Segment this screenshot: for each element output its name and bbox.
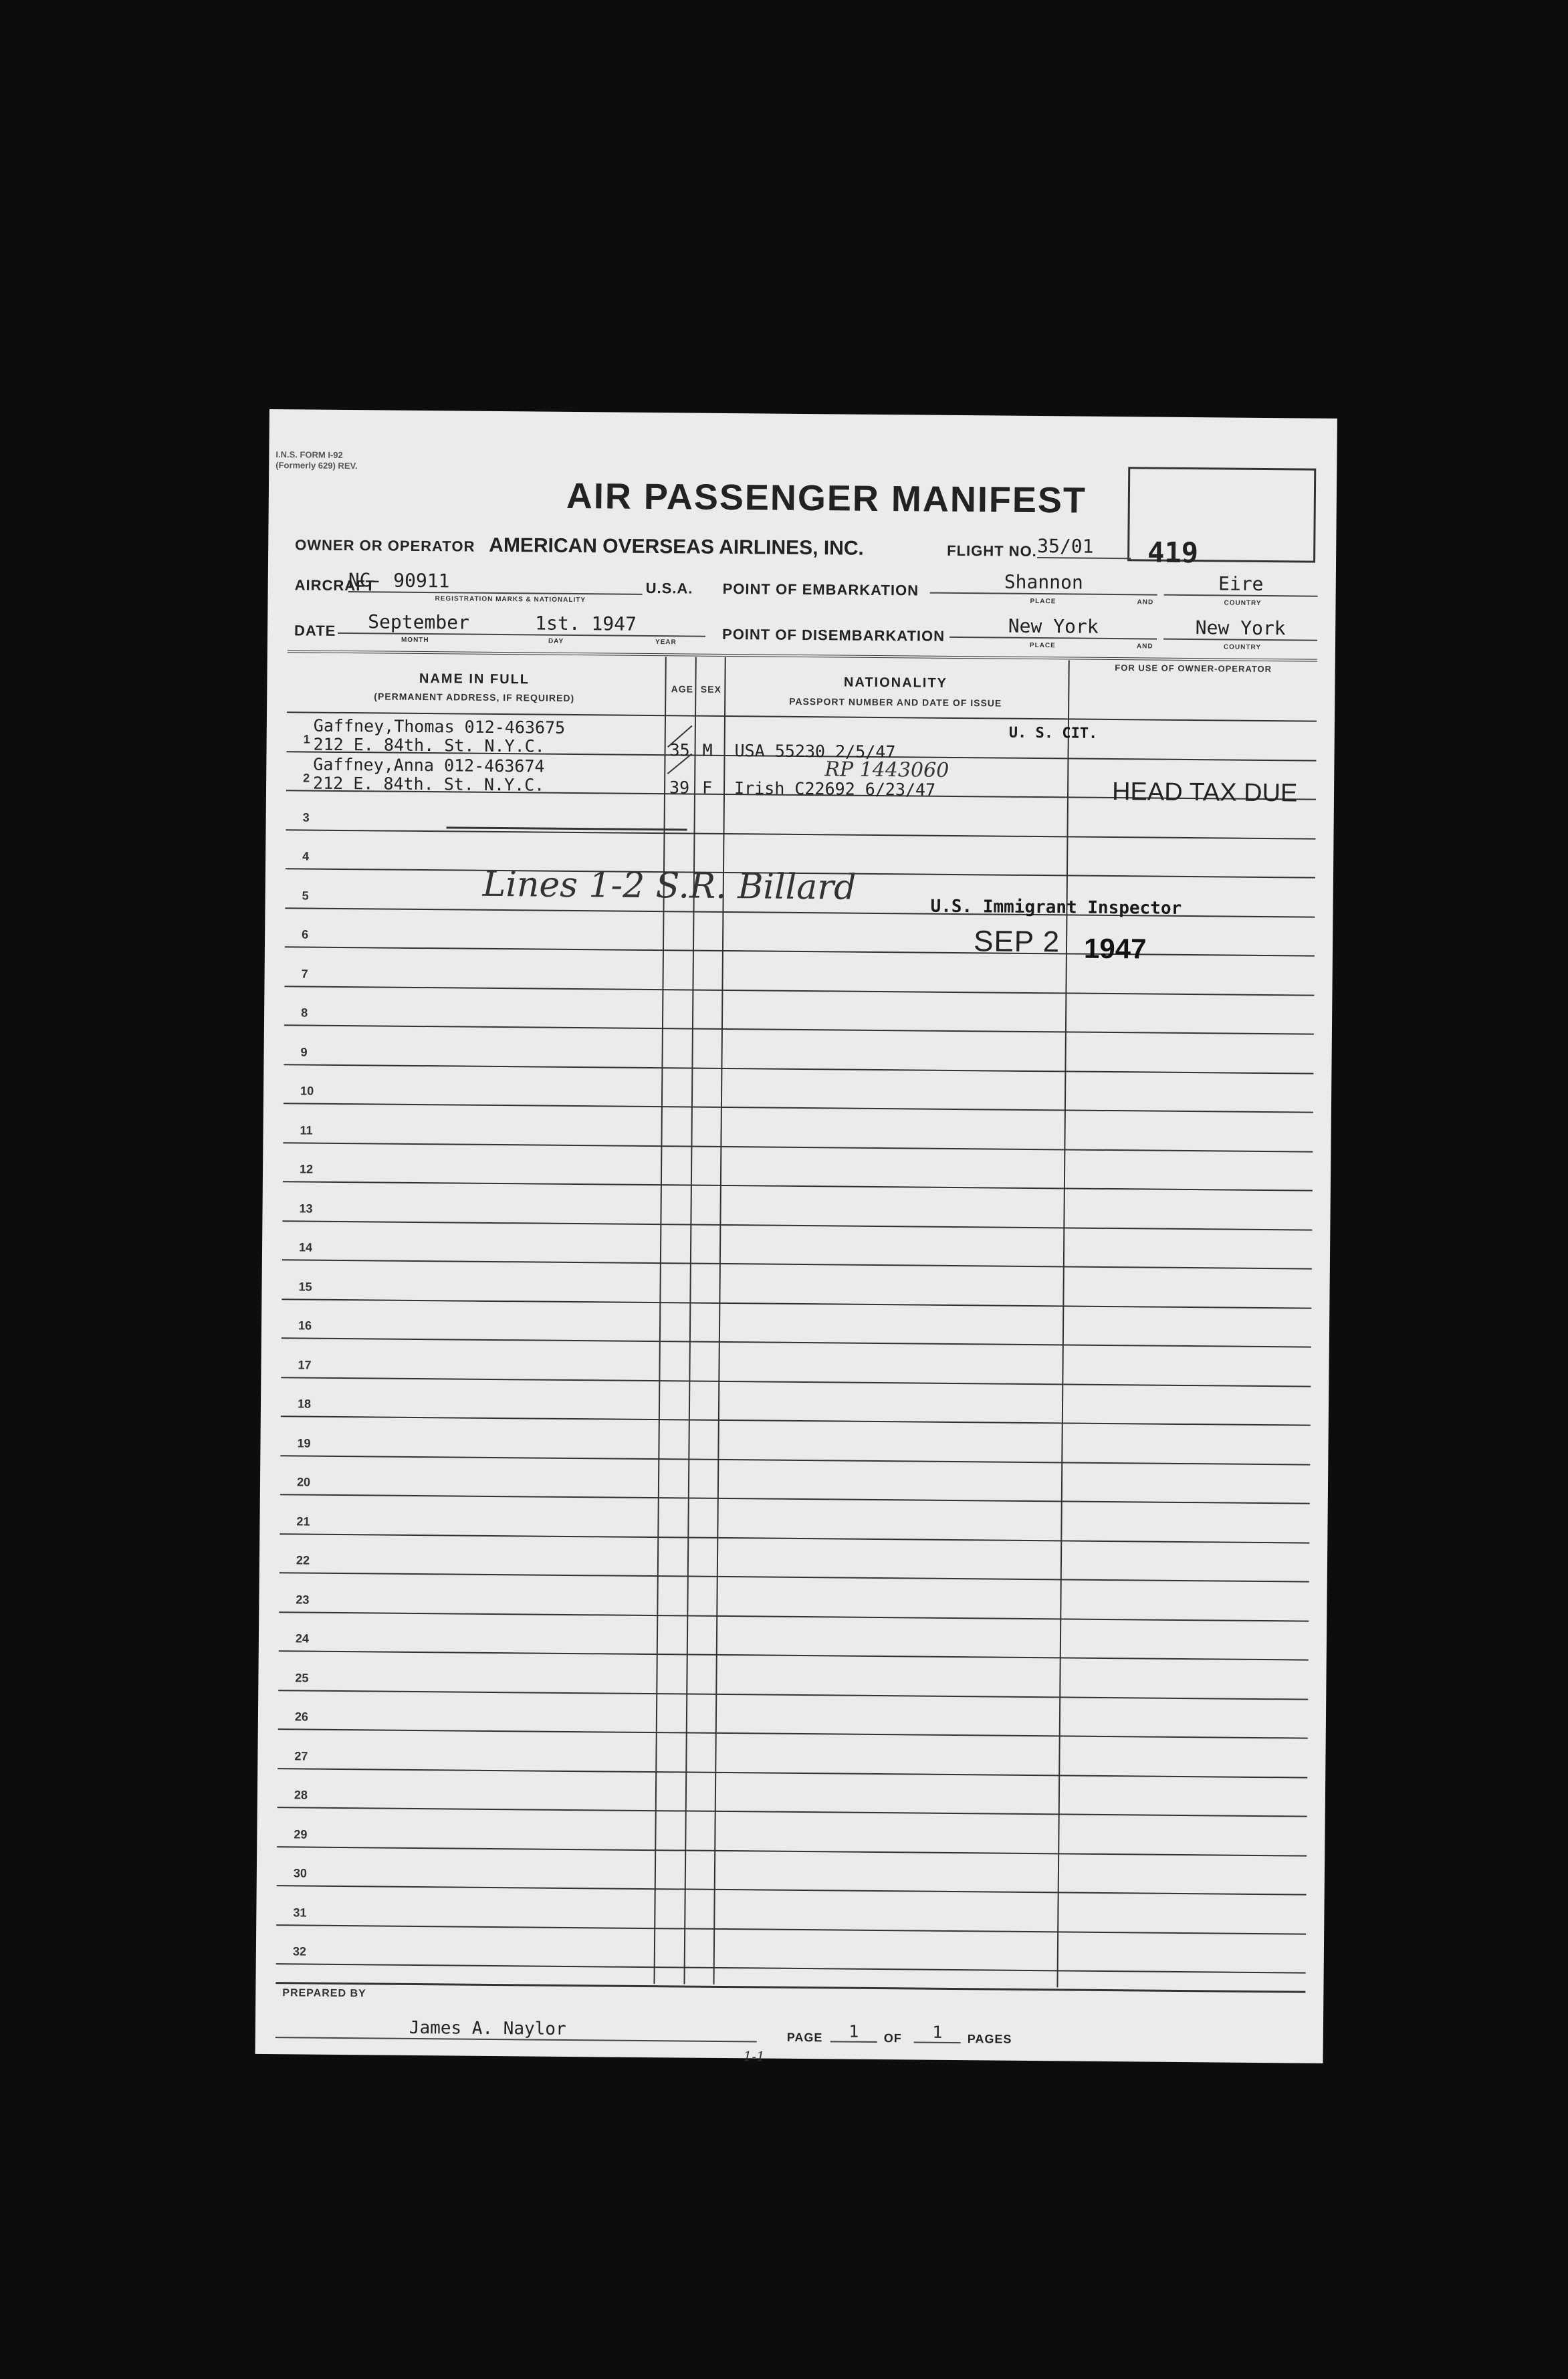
row-rule <box>284 986 1314 996</box>
row-number: 1 <box>303 731 310 746</box>
row-number: 9 <box>300 1044 308 1059</box>
row-number: 6 <box>302 927 309 941</box>
disembark-sub-country: COUNTRY <box>1223 643 1262 651</box>
col-nationality-header: NATIONALITY <box>843 675 948 691</box>
embark-label: POINT OF EMBARKATION <box>722 580 919 599</box>
flight-value: 35/01 <box>1037 535 1131 559</box>
row-number: 10 <box>300 1084 314 1098</box>
embark-place: Shannon <box>930 570 1157 596</box>
row-number: 17 <box>298 1357 312 1372</box>
date-day-year: 1st. 1947 <box>535 612 637 635</box>
row-rule <box>276 1924 1306 1934</box>
manifest-number: 419 <box>1147 536 1199 570</box>
row-rule <box>283 1142 1313 1152</box>
row-rule <box>277 1768 1307 1778</box>
of-value: 1 <box>914 2023 961 2044</box>
row-number: 31 <box>293 1905 307 1920</box>
row-number: 12 <box>299 1162 314 1176</box>
row-number: 28 <box>294 1788 308 1802</box>
row-rule <box>284 1024 1314 1034</box>
disembark-sub-place: PLACE <box>1029 641 1056 650</box>
registration-sub: REGISTRATION MARKS & NATIONALITY <box>435 595 586 604</box>
row-number: 5 <box>302 888 309 903</box>
passenger-2-age: 39 <box>669 778 690 798</box>
row-number: 32 <box>292 1944 306 1958</box>
disembark-sub-and: AND <box>1136 643 1153 651</box>
row-rule <box>279 1650 1309 1660</box>
row-number: 22 <box>296 1553 310 1567</box>
passenger-2-nationality: Irish C22692 6/23/47 <box>734 778 936 800</box>
col-sex-header: SEX <box>700 683 721 695</box>
row-number: 2 <box>303 771 310 785</box>
row-number: 29 <box>294 1827 308 1841</box>
row-rule <box>284 1064 1313 1074</box>
passenger-2-name: Gaffney,Anna 012-463674 <box>313 754 545 776</box>
row-number: 24 <box>295 1631 310 1646</box>
row-rule <box>283 1181 1313 1191</box>
disembark-label: POINT OF DISEMBARKATION <box>721 625 945 645</box>
page-value: 1 <box>830 2021 877 2043</box>
row-number: 26 <box>294 1710 309 1724</box>
col-rule-nationality <box>713 657 725 1985</box>
handwritten-inspector-note: Lines 1-2 S.R. Billard <box>482 864 857 908</box>
table-bottom-rule <box>275 1982 1305 1993</box>
row-number: 3 <box>302 810 310 824</box>
row-rule <box>282 1259 1312 1269</box>
owner-label: OWNER OR OPERATOR <box>295 536 475 555</box>
aircraft-country: U.S.A. <box>645 579 693 597</box>
passenger-1-sex: M <box>702 740 713 760</box>
passenger-1-address: 212 E. 84th. St. N.Y.C. <box>313 734 545 756</box>
row-rule <box>276 1963 1306 1973</box>
col-name-sub: (PERMANENT ADDRESS, IF REQUIRED) <box>374 691 575 703</box>
col-nationality-sub: PASSPORT NUMBER AND DATE OF ISSUE <box>789 695 1002 709</box>
passenger-2-sex: F <box>701 778 713 798</box>
row-number: 14 <box>298 1240 313 1254</box>
passenger-1-age: 35 <box>669 740 690 760</box>
date-sub-day: DAY <box>548 637 564 645</box>
row-rule <box>279 1611 1309 1621</box>
embark-sub-and: AND <box>1137 598 1154 606</box>
row-number: 11 <box>300 1123 313 1137</box>
row-rule <box>286 829 1316 839</box>
passenger-1-note: U. S. CIT. <box>1008 724 1098 742</box>
row-number: 13 <box>299 1201 313 1216</box>
col-name-header: NAME IN FULL <box>419 671 530 687</box>
row-rule <box>280 1455 1310 1465</box>
footer-mark: 1-1 <box>743 2048 765 2065</box>
row-rule <box>282 1298 1311 1309</box>
date-stamp-month-day: SEP 2 <box>973 925 1060 959</box>
row-rule <box>282 1337 1311 1347</box>
col-rule-age <box>653 657 666 1984</box>
row-number: 23 <box>296 1592 310 1607</box>
row-rule <box>284 1103 1313 1113</box>
row-number: 30 <box>293 1866 308 1880</box>
embark-sub-country: COUNTRY <box>1224 599 1262 607</box>
form-number-line1: I.N.S. FORM I-92 <box>275 449 343 460</box>
date-month: September <box>338 610 705 637</box>
row-rule <box>280 1494 1310 1504</box>
row-rule <box>281 1377 1311 1387</box>
row-number: 7 <box>301 966 308 981</box>
row-number: 18 <box>297 1397 312 1411</box>
row-number: 4 <box>302 849 310 863</box>
date-stamp-year: 1947 <box>1083 932 1147 965</box>
disembark-place: New York <box>949 614 1157 640</box>
aircraft-label: AIRCRAFT <box>294 576 376 594</box>
prepared-label: PREPARED BY <box>282 1987 366 2000</box>
embark-sub-place: PLACE <box>1030 597 1056 606</box>
row-rule <box>279 1572 1309 1582</box>
row-rule <box>277 1885 1307 1895</box>
head-tax-due-stamp: HEAD TAX DUE <box>1111 778 1298 808</box>
date-sub-year: YEAR <box>655 639 677 647</box>
row-number: 25 <box>295 1670 309 1685</box>
pages-label: PAGES <box>967 2032 1012 2046</box>
age-check-marks <box>665 720 696 780</box>
flight-label: FLIGHT NO. <box>947 542 1037 560</box>
row-rule <box>282 1220 1312 1230</box>
row-number: 27 <box>294 1748 308 1763</box>
row-rule <box>278 1690 1308 1700</box>
row-rule <box>277 1846 1307 1856</box>
row-number: 19 <box>297 1436 311 1450</box>
row-rule <box>285 946 1315 956</box>
row-rule <box>277 1807 1307 1817</box>
passenger-1-name: Gaffney,Thomas 012-463675 <box>313 715 566 738</box>
prepared-value: James A. Naylor <box>275 2017 757 2042</box>
form-number-line2: (Formerly 629) REV. <box>275 460 358 471</box>
date-label: DATE <box>294 622 336 639</box>
passenger-1-nationality: USA 55230 2/5/47 <box>734 741 896 762</box>
inspector-stamp: U.S. Immigrant Inspector <box>930 896 1182 919</box>
col-age-header: AGE <box>671 683 694 695</box>
col-owner-header: FOR USE OF OWNER-OPERATOR <box>1115 663 1272 675</box>
row-number: 15 <box>298 1279 312 1294</box>
row-rule <box>278 1728 1308 1738</box>
of-label: OF <box>883 2031 902 2045</box>
col-rule-owner <box>1056 660 1069 1987</box>
form-number <box>275 449 358 471</box>
date-sub-month: MONTH <box>401 636 429 645</box>
aircraft-value: NC- 90911 <box>348 569 643 595</box>
owner-value: AMERICAN OVERSEAS AIRLINES, INC. <box>489 534 864 560</box>
col-rule-sex <box>683 657 696 1985</box>
row-number: 8 <box>301 1006 308 1020</box>
passenger-2-rp-note: RP 1443060 <box>824 758 949 782</box>
row-rule <box>279 1533 1309 1543</box>
passenger-2-address: 212 E. 84th. St. N.Y.C. <box>312 773 545 795</box>
table-top-rule <box>288 650 1317 661</box>
disembark-country: New York <box>1163 616 1317 641</box>
row-rule <box>281 1415 1311 1426</box>
row-number: 16 <box>298 1319 312 1333</box>
page-title: AIR PASSENGER MANIFEST <box>566 475 1087 521</box>
page-label: PAGE <box>786 2030 823 2045</box>
embark-country: Eire <box>1164 572 1318 597</box>
row-number: 20 <box>296 1475 311 1489</box>
row-number: 21 <box>296 1514 310 1528</box>
manifest-sheet <box>255 409 1337 2063</box>
